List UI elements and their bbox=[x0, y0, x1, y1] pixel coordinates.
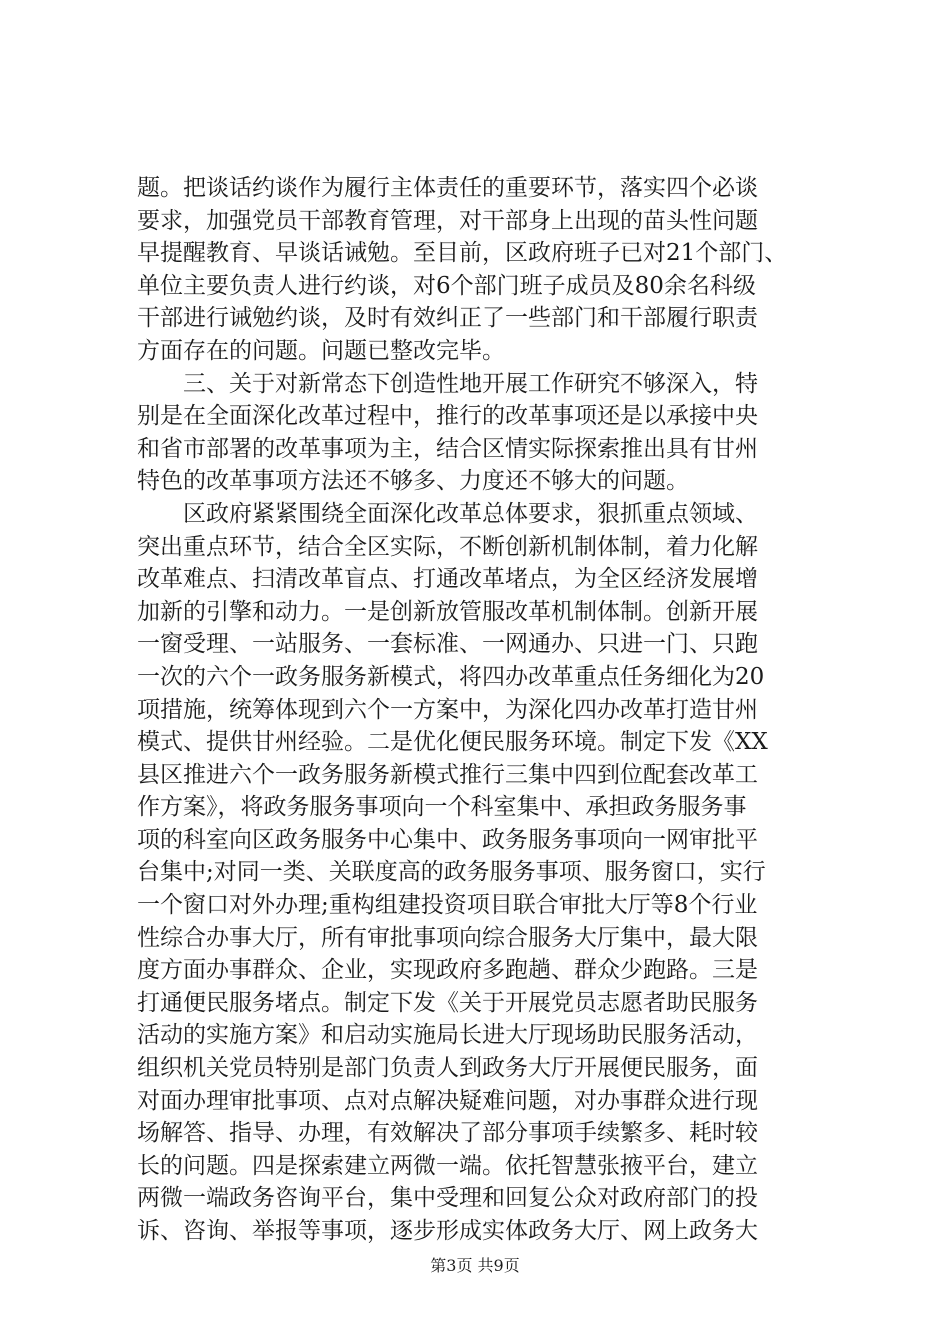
text-line: 别是在全面深化改革过程中，推行的改革事项还是以承接中央 bbox=[137, 403, 758, 430]
text-line: 一窗受理、一站服务、一套标准、一网通办、只进一门、只跑 bbox=[137, 631, 758, 658]
text-line: 区政府紧紧围绕全面深化改革总体要求，狠抓重点领域、 bbox=[137, 500, 758, 527]
text-line: 两微一端政务咨询平台，集中受理和回复公众对政府部门的投 bbox=[137, 1185, 758, 1212]
text-line: 打通便民服务堵点。制定下发《关于开展党员志愿者助民服务 bbox=[137, 989, 758, 1016]
text-line: 长的问题。四是探索建立两微一端。依托智慧张掖平台，建立 bbox=[137, 1152, 758, 1179]
text-line: 场解答、指导、办理，有效解决了部分事项手续繁多、耗时较 bbox=[137, 1120, 758, 1147]
page-footer: 第3页 共9页 bbox=[430, 1256, 520, 1275]
text-line: 度方面办事群众、企业，实现政府多跑趟、群众少跑路。三是 bbox=[137, 957, 758, 984]
text-line: 组织机关党员特别是部门负责人到政务大厅开展便民服务，面 bbox=[137, 1055, 758, 1082]
text-line: 突出重点环节，结合全区实际，不断创新机制体制，着力化解 bbox=[137, 533, 758, 560]
text-line: 单位主要负责人进行约谈，对6个部门班子成员及80余名科级 bbox=[137, 272, 756, 299]
text-line: 题。把谈话约谈作为履行主体责任的重要环节，落实四个必谈 bbox=[137, 175, 758, 201]
text-line: 三、关于对新常态下创造性地开展工作研究不够深入，特 bbox=[137, 370, 758, 397]
text-line: 干部进行诫勉约谈，及时有效纠正了一些部门和干部履行职责 bbox=[137, 305, 758, 332]
text-line: 台集中;对同一类、关联度高的政务服务事项、服务窗口，实行 bbox=[137, 859, 766, 886]
text-line: 一次的六个一政务服务新模式，将四办改革重点任务细化为20 bbox=[137, 663, 765, 690]
text-line: 和省市部署的改革事项为主，结合区情实际探索推出具有甘州 bbox=[137, 435, 758, 462]
text-line: 项措施，统筹体现到六个一方案中，为深化四办改革打造甘州 bbox=[137, 696, 758, 723]
text-line: 方面存在的问题。问题已整改完毕。 bbox=[137, 337, 505, 364]
text-line: 模式、提供甘州经验。二是优化便民服务环境。制定下发《XX bbox=[137, 729, 768, 756]
text-line: 作方案》，将政务服务事项向一个科室集中、承担政务服务事 bbox=[137, 794, 747, 821]
text-line: 要求，加强党员干部教育管理，对干部身上出现的苗头性问题 bbox=[137, 207, 758, 234]
text-line: 改革难点、扫清改革盲点、打通改革堵点，为全区经济发展增 bbox=[137, 566, 758, 593]
body-text bbox=[137, 172, 827, 1248]
text-line: 对面办理审批事项、点对点解决疑难问题，对办事群众进行现 bbox=[137, 1087, 758, 1114]
text-line: 一个窗口对外办理;重构组建投资项目联合审批大厅等8个行业 bbox=[137, 892, 758, 919]
text-line: 加新的引擎和动力。一是创新放管服改革机制体制。创新开展 bbox=[137, 598, 758, 625]
text-line: 性综合办事大厅，所有审批事项向综合服务大厅集中，最大限 bbox=[137, 924, 758, 951]
text-line: 早提醒教育、早谈话诫勉。至目前，区政府班子已对21个部门、 bbox=[137, 240, 788, 267]
text-line: 项的科室向区政务服务中心集中、政务服务事项向一网审批平 bbox=[137, 826, 758, 853]
text-line: 县区推进六个一政务服务新模式推行三集中四到位配套改革工 bbox=[137, 761, 758, 788]
text-line: 诉、咨询、举报等事项，逐步形成实体政务大厅、网上政务大 bbox=[137, 1218, 758, 1244]
text-line: 活动的实施方案》和启动实施局长进大厅现场助民服务活动， bbox=[137, 1022, 758, 1049]
text-line: 特色的改革事项方法还不够多、力度还不够大的问题。 bbox=[137, 468, 689, 495]
